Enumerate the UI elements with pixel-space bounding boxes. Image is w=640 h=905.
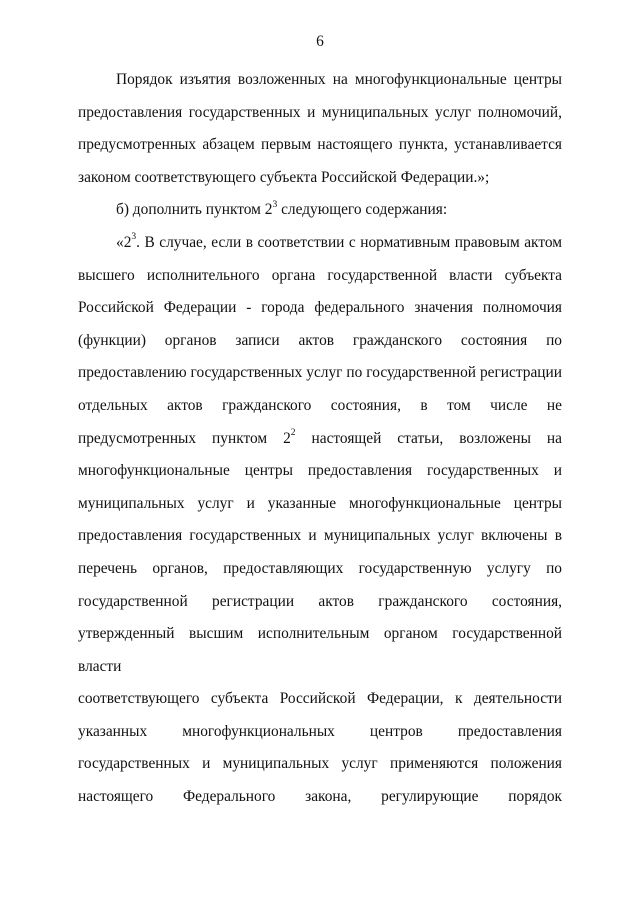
text-run: перечень органов, предоставляющих государственную услугу по [78,559,562,577]
text-run: предусмотренных абзацем первым настоящего пункта, устанавливается [78,136,562,154]
text-run: соответствующего субъекта Российской Федерации, к деятельности [78,690,562,708]
text-line [78,162,562,195]
text-run: . В случае, если в соответствии с нормативным правовым актом [136,233,562,251]
text-line [78,748,562,781]
text-run: предоставления государственных и муниципальных услуг включены в [78,527,562,545]
text-run: утвержденный высшим исполнительным органом государственной власти [78,625,562,675]
superscript: 3 [272,198,278,210]
text-run: следующего содержания: [277,201,448,219]
text-line [78,423,562,456]
text-line [78,716,562,749]
text-run: указанных многофункциональных центров предоставления [78,722,562,740]
text-run: отдельных актов гражданского состояния, в том числе не [78,396,562,414]
text-line [78,390,562,423]
text-line [78,325,562,358]
page-number: 6 [316,33,324,50]
text-run: настоящей статьи, возложены на [295,429,562,447]
text-line [78,455,562,488]
text-run: муниципальных услуг и указанные многофункциональные центры [78,494,562,512]
text-run: государственной регистрации актов гражданского состояния, [78,592,562,610]
superscript: 3 [131,231,137,243]
text-line [78,683,562,716]
text-line [78,129,562,162]
superscript: 2 [290,426,296,438]
text-line [78,97,562,130]
text-run: Порядок изъятия возложенных на многофункциональные центры [116,71,562,88]
text-run: (функции) органов записи актов гражданского состояния по [78,331,562,349]
text-run: многофункциональные центры предоставления государственных и [78,462,562,480]
document-body [78,64,562,814]
text-line [78,292,562,325]
text-run: настоящего Федерального закона, регулирующие порядок [78,788,562,806]
text-run: «2 [116,233,132,251]
paragraph [78,194,562,227]
paragraph [78,64,562,194]
text-line [78,64,562,97]
text-run: предусмотренных пунктом 2 [78,429,291,447]
text-line [78,227,562,260]
text-run: государственных и муниципальных услуг применяются положения [78,755,562,773]
text-run: предоставлению государственных услуг по государственной регистрации [78,364,562,382]
text-line [78,194,562,227]
text-line [78,553,562,586]
text-run: б) дополнить пунктом 2 [116,201,273,219]
text-line [78,357,562,390]
text-run: законом соответствующего субъекта Российской Федерации.»; [78,168,490,186]
paragraph [78,227,562,814]
text-line [78,586,562,619]
text-line [78,488,562,521]
text-line [78,618,562,683]
text-line [78,781,562,814]
text-line [78,520,562,553]
text-run: Российской Федерации - города федерального значения полномочия [78,299,562,317]
text-run: высшего исполнительного органа государственной власти субъекта [78,266,562,284]
text-run: предоставления государственных и муниципальных услуг полномочий, [78,103,562,121]
text-line [78,260,562,293]
